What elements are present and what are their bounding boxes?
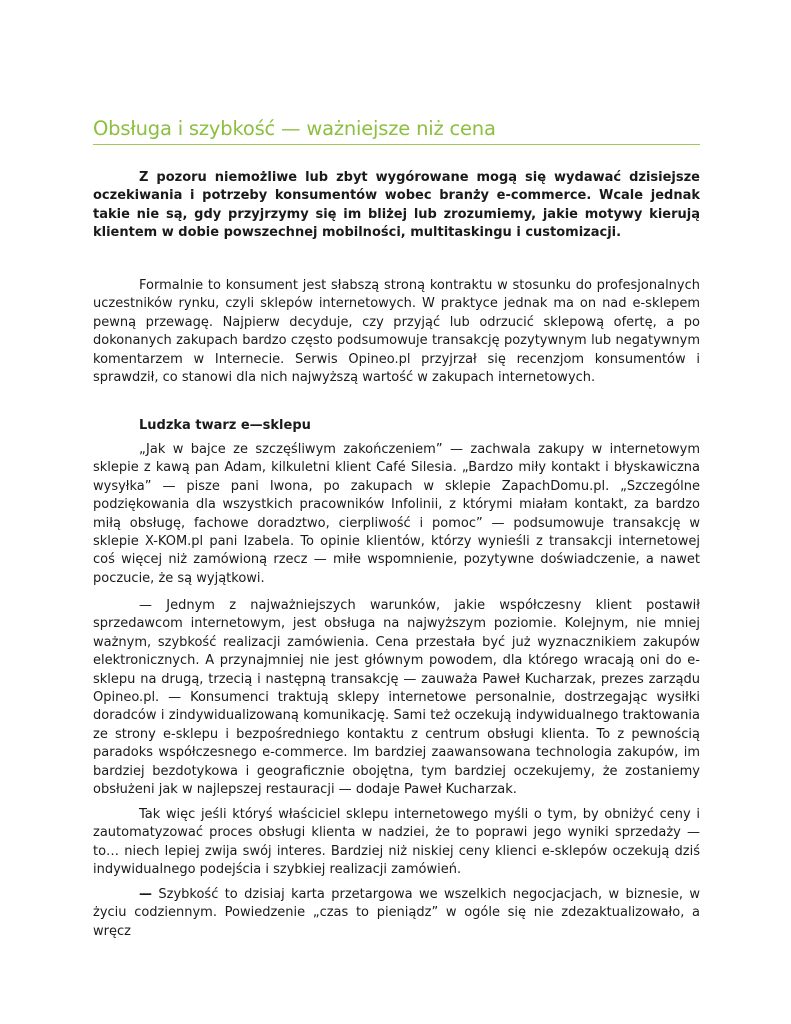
- em-dash: —: [139, 887, 152, 902]
- lead-paragraph: Z pozoru niemożliwe lub zbyt wygórowane mogą się wydawać dzisiejsze oczekiwania i potrzeby konsumentów wobec branży e-commerce. Wcale jednak takie nie są, gdy przyjrzymy się im bliżej lub zrozumiemy, jakie motywy kierują klientem w dobie powszechnej mobilności, multitaskingu i customizacji.: [93, 170, 700, 241]
- paragraph-1: Formalnie to konsument jest słabszą stroną kontraktu w stosunku do profesjonalnych uczestników rynku, czyli sklepów internetowych. W praktyce jednak ma on nad e-sklepem pewną przewagę. Najpierw decyduje, czy przyjąć lub odrzucić sklepową ofertę, a po dokonanych zakupach bardzo często podsumowuje transakcję pozytywnym lub negatywnym komentarzem w Internecie. Serwis Opineo.pl przyjrzał się recenzjom konsumentów i sprawdził, co stanowi dla nich najwyższą wartość w zakupach internetowych.: [93, 278, 700, 386]
- paragraph-3: — Jednym z najważniejszych warunków, jakie współczesny klient postawił sprzedawcom internetowym, jest obsługa na najwyższym poziomie. Kolejnym, nie mniej ważnym, szybkość realizacji zamówienia. Cena przestała być już wyznacznikiem zakupów elektronicznych. A przynajmniej nie jest głównym powodem, dla którego wracają oni do e-sklepu na drugą, trzecią i następną transakcję — zauważa Paweł Kucharzak, prezes zarządu Opineo.pl. — Konsumenci traktują sklepy internetowe personalnie, dostrzegając wysiłki doradców i zindywidualizowaną komunikację. Sami też oczekują indywidualnego traktowania ze strony e-sklepu i bezpośredniego kontaktu z centrum obsługi klienta. To z pewnością paradoks współczesnego e-commerce. Im bardziej zaawansowana technologia zakupów, im bardziej bezdotykowa i geograficznie obojętna, tym bardziej oczekujemy, że zostaniemy obsłużeni jak w najlepszej restauracji — dodaje Paweł Kucharzak.: [93, 598, 700, 798]
- page-title: Obsługa i szybkość — ważniejsze niż cena: [93, 117, 496, 140]
- section-heading: Ludzka twarz e—sklepu: [139, 418, 311, 433]
- paragraph-2: „Jak w bajce ze szczęśliwym zakończeniem” — zachwala zakupy w internetowym sklepie z kawą pan Adam, kilkuletni klient Café Silesia. „Bardzo miły kontakt i błyskawiczna wysyłka” — pisze pani Iwona, po zakupach w sklepie ZapachDomu.pl. „Szczególne podziękowania dla wszystkich pracowników Infolinii, z którymi miałam kontakt, za bardzo miłą obsługę, fachowe doradztwo, cierpliwość i pomoc” — podsumowuje transakcję w sklepie X-KOM.pl pani Izabela. To opinie klientów, którzy wynieśli z transakcji internetowej coś więcej niż zamówioną rzecz — miłe wspomnienie, pozytywne doświadczenie, a nawet poczucie, że są wyjątkowi.: [93, 442, 700, 586]
- title-underline: [93, 144, 700, 145]
- paragraph-5-text: Szybkość to dzisiaj karta przetargowa we wszelkich negocjacjach, w biznesie, w życiu codziennym. Powiedzenie „czas to pieniądz” w ogóle się nie zdezaktualizowało, a wręcz: [93, 887, 700, 939]
- paragraph-4: Tak więc jeśli któryś właściciel sklepu internetowego myśli o tym, by obniżyć ceny i zautomatyzować proces obsługi klienta w nadziei, że to poprawi jego wyniki sprzedaży — to… niech lepiej zwija swój interes. Bardziej niż niskiej ceny klienci e-sklepów oczekują dziś indywidualnego podejścia i szybkiej realizacji zamówień.: [93, 807, 700, 878]
- paragraph-5: [93, 886, 700, 941]
